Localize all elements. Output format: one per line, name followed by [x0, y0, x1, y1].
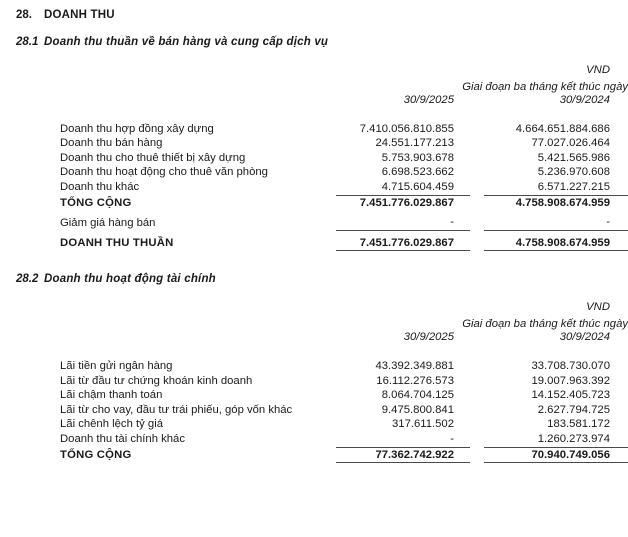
row-value-previous: 77.027.026.464	[531, 137, 610, 150]
section-heading-28-1	[0, 36, 628, 48]
section-number-28: 28.	[16, 9, 32, 21]
net-revenue-row-28-1	[0, 236, 628, 251]
total-value-current: 7.451.776.029.867	[336, 195, 470, 210]
table-row	[0, 136, 628, 151]
period-caption-28-1: Giai đoạn ba tháng kết thúc ngày	[462, 80, 628, 93]
row-label: Lãi từ đầu tư chứng khoán kinh doanh	[60, 374, 253, 387]
row-value-previous: 33.708.730.070	[531, 359, 610, 372]
row-gap	[470, 180, 484, 195]
period-caption-row-28-1	[0, 80, 628, 94]
row-value-current: 4.715.604.459	[381, 180, 454, 193]
spacer-between-sections	[0, 251, 628, 273]
row-value-previous: 183.581.172	[547, 418, 610, 431]
deduction-value-current: -	[336, 215, 470, 230]
column-date-previous-28-1: 30/9/2024	[559, 93, 610, 106]
row-gap	[470, 374, 484, 389]
table-row	[0, 432, 628, 447]
row-value-previous: 6.571.227.215	[537, 180, 610, 193]
row-gap	[470, 165, 484, 180]
section-number-28-1: 28.1	[16, 36, 39, 48]
top-spacer	[0, 0, 628, 9]
row-gap	[470, 388, 484, 403]
unit-spacer	[0, 300, 336, 317]
row-value-current: 8.064.704.125	[381, 389, 454, 402]
row-value-current: -	[450, 432, 454, 445]
total-gap	[470, 195, 484, 210]
row-value-current: 317.611.502	[392, 418, 454, 431]
table-row	[0, 151, 628, 166]
period-caption-row-28-2	[0, 317, 628, 331]
total-value-previous: 70.940.749.056	[484, 447, 628, 463]
unit-spacer	[0, 63, 336, 80]
spacer-row	[0, 344, 628, 359]
deduction-gap	[470, 215, 484, 230]
currency-unit-row-28-2	[0, 300, 628, 317]
date-spacer	[0, 94, 336, 107]
row-value-current: 5.753.903.678	[381, 151, 454, 164]
table-row	[0, 403, 628, 418]
period-caption-28-2: Giai đoạn ba tháng kết thúc ngày	[462, 317, 628, 330]
deduction-value-previous: -	[484, 215, 628, 230]
table-row	[0, 122, 628, 137]
row-label: Doanh thu tài chính khác	[60, 433, 185, 446]
date-gap	[470, 94, 484, 107]
period-spacer	[0, 317, 336, 331]
total-value-current: 77.362.742.922	[336, 447, 470, 463]
table-row	[0, 180, 628, 195]
table-row	[0, 374, 628, 389]
table-row	[0, 417, 628, 432]
net-gap	[470, 236, 484, 251]
total-label: TỔNG CỘNG	[60, 196, 132, 209]
row-gap	[470, 359, 484, 374]
row-value-current: 6.698.523.662	[381, 166, 454, 179]
section-title-28-2: Doanh thu hoạt động tài chính	[44, 273, 216, 286]
spacer-row	[0, 107, 628, 122]
row-label: Doanh thu hoạt động cho thuê văn phòng	[60, 166, 268, 179]
currency-unit-28-1: VND	[586, 64, 610, 76]
currency-unit-28-2: VND	[586, 301, 610, 314]
column-dates-row-28-1	[0, 94, 628, 107]
row-label: Doanh thu khác	[60, 181, 140, 194]
total-gap	[470, 447, 484, 463]
spacer-after-section-28	[0, 21, 628, 36]
spacer-after-section-28-2	[0, 285, 628, 300]
column-date-current-28-2: 30/9/2025	[403, 330, 454, 343]
row-gap	[470, 417, 484, 432]
section-title-28-1: Doanh thu thuần về bán hàng và cung cấp dịch vụ	[44, 36, 329, 48]
row-label: Lãi chênh lệch tỷ giá	[60, 418, 163, 431]
row-label: Doanh thu cho thuê thiết bị xây dựng	[60, 151, 246, 164]
row-value-previous: 14.152.405.723	[531, 389, 610, 402]
row-value-previous: 1.260.273.974	[537, 432, 610, 445]
row-value-current: 7.410.056.810.855	[359, 122, 454, 135]
column-date-previous-28-2: 30/9/2024	[559, 330, 610, 343]
row-gap	[470, 151, 484, 166]
column-dates-row-28-2	[0, 331, 628, 344]
row-gap	[470, 122, 484, 137]
column-date-current-28-1: 30/9/2025	[403, 93, 454, 106]
date-gap	[470, 331, 484, 344]
spacer-after-section-28-1	[0, 48, 628, 63]
deduction-row-28-1	[0, 215, 628, 230]
row-label: Lãi từ cho vay, đầu tư trái phiếu, góp vốn khác	[60, 403, 293, 416]
row-value-previous: 4.664.651.884.686	[515, 122, 610, 135]
row-gap	[470, 403, 484, 418]
row-value-current: 16.112.276.573	[376, 374, 454, 387]
row-label: Doanh thu hợp đồng xây dựng	[60, 122, 214, 135]
row-label: Lãi chậm thanh toán	[60, 389, 163, 402]
row-label: Lãi tiền gửi ngân hàng	[60, 359, 173, 372]
total-row-28-1	[0, 195, 628, 210]
net-revenue-value-current: 7.451.776.029.867	[336, 236, 470, 251]
table-row	[0, 359, 628, 374]
total-row-28-2	[0, 447, 628, 463]
row-gap	[470, 432, 484, 447]
net-revenue-label: DOANH THU THUẦN	[60, 237, 174, 250]
row-label: Doanh thu bán hàng	[60, 137, 163, 150]
total-value-previous: 4.758.908.674.959	[484, 195, 628, 210]
row-value-previous: 5.421.565.986	[537, 151, 610, 164]
deduction-label: Giảm giá hàng bán	[60, 216, 156, 229]
section-number-28-2: 28.2	[16, 273, 39, 286]
section-title-28: DOANH THU	[44, 9, 115, 21]
table-row	[0, 165, 628, 180]
section-heading-28	[0, 9, 628, 21]
total-label: TỔNG CỘNG	[60, 449, 132, 461]
section-heading-28-2	[0, 273, 628, 285]
period-spacer	[0, 80, 336, 94]
row-value-current: 43.392.349.881	[375, 359, 454, 372]
date-spacer	[0, 331, 336, 344]
table-row	[0, 388, 628, 403]
financial-income-table-28-2	[0, 300, 628, 463]
row-value-current: 9.475.800.841	[381, 403, 454, 416]
row-value-previous: 2.627.794.725	[537, 403, 610, 416]
row-value-previous: 19.007.963.392	[531, 374, 610, 387]
net-revenue-value-previous: 4.758.908.674.959	[484, 236, 628, 251]
row-gap	[470, 136, 484, 151]
row-value-previous: 5.236.970.608	[537, 166, 610, 179]
row-value-current: 24.551.177.213	[375, 137, 454, 150]
revenue-table-28-1	[0, 63, 628, 251]
currency-unit-row-28-1	[0, 63, 628, 80]
